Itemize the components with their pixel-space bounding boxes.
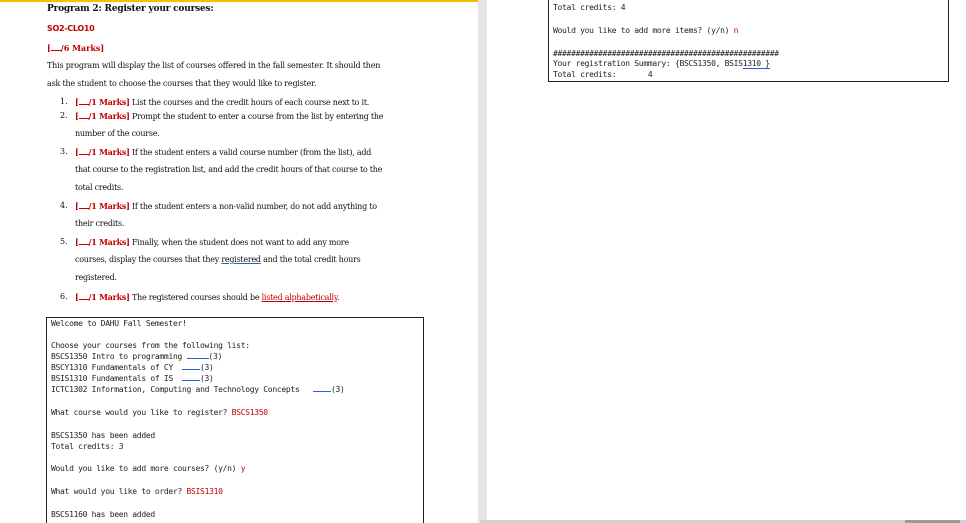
page-gap (478, 0, 487, 523)
console-register-prompt: What course would you like to register? BSCS1350 (51, 408, 268, 417)
console-choose-prompt: Choose your courses from the following list: (51, 341, 250, 350)
list-item-continuation: their credits. (75, 219, 125, 228)
console-total-summary: Total credits: 4 (553, 70, 653, 79)
list-item: [ /1 Marks] The registered courses should be listed alphabetically. (75, 292, 340, 302)
item-number: 5. (60, 237, 68, 246)
item-number: 2. (60, 111, 68, 120)
document-page-left (0, 0, 478, 523)
console-output-box (548, 0, 949, 82)
list-item: [ /1 Marks] List the courses and the credit hours of each course next to it. (75, 97, 370, 107)
console-order-prompt: What would you like to order? BSIS1310 (51, 487, 223, 496)
page-top-accent (0, 0, 478, 2)
console-course-row: BSCS1350 Intro to programming (3) (51, 352, 223, 361)
list-item-continuation: number of the course. (75, 129, 160, 138)
console-more-prompt: Would you like to add more courses? (y/n) y (51, 464, 246, 473)
spell-underlined-word: registered (221, 255, 261, 264)
list-item: [ /1 Marks] If the student enters a non-valid number, do not add anything to (75, 201, 377, 211)
list-item-continuation: that course to the registration list, and add the credit hours of that course to the (75, 165, 383, 174)
console-course-row: BSCY1310 Fundamentals of CY (3) (51, 363, 214, 372)
console-added-line: BSCS1350 has been added (51, 431, 155, 440)
list-item: [ /1 Marks] Prompt the student to enter a course from the list by entering the (75, 111, 384, 121)
console-added-line: BSCS1160 has been added (51, 510, 155, 519)
console-course-row: ICTC1302 Information, Computing and Technology Concepts (3) (51, 385, 345, 394)
list-item-continuation: registered. (75, 273, 117, 282)
console-summary-line: Your registration Summary: {BSCS1350, BSIS1310 } (553, 59, 770, 68)
list-item: [ /1 Marks] If the student enters a valid course number (from the list), add (75, 147, 372, 157)
console-welcome: Welcome to DAHU Fall Semester! (51, 319, 187, 328)
item-number: 6. (60, 292, 68, 301)
console-more-items-prompt: Would you like to add more items? (y/n) n (553, 26, 739, 35)
document-page-right (487, 0, 966, 523)
item-number: 1. (60, 97, 68, 106)
console-course-row: BSIS1310 Fundamentals of IS (3) (51, 374, 214, 383)
list-item-continuation: courses, display the courses that they registered and the total credit hours (75, 255, 361, 264)
list-item: [ /1 Marks] Finally, when the student does not want to add any more (75, 237, 349, 247)
item-number: 4. (60, 201, 68, 210)
clo-label: SO2-CLO10 (47, 24, 95, 33)
total-marks: [ /6 Marks] (47, 43, 105, 53)
item-number: 3. (60, 147, 68, 156)
intro-line-1: This program will display the list of courses offered in the fall semester. It should then (47, 61, 381, 70)
console-separator: ################################################## (553, 49, 779, 58)
listed-alphabetically-text: listed alphabetically (261, 293, 338, 302)
intro-line-2: ask the student to choose the courses that they would like to register. (47, 79, 317, 88)
console-total-line: Total credits: 4 (553, 3, 626, 12)
program-heading: Program 2: Register your courses: (47, 4, 214, 14)
list-item-continuation: total credits. (75, 183, 124, 192)
console-total-line: Total credits: 3 (51, 442, 124, 451)
console-output-box (46, 317, 424, 523)
